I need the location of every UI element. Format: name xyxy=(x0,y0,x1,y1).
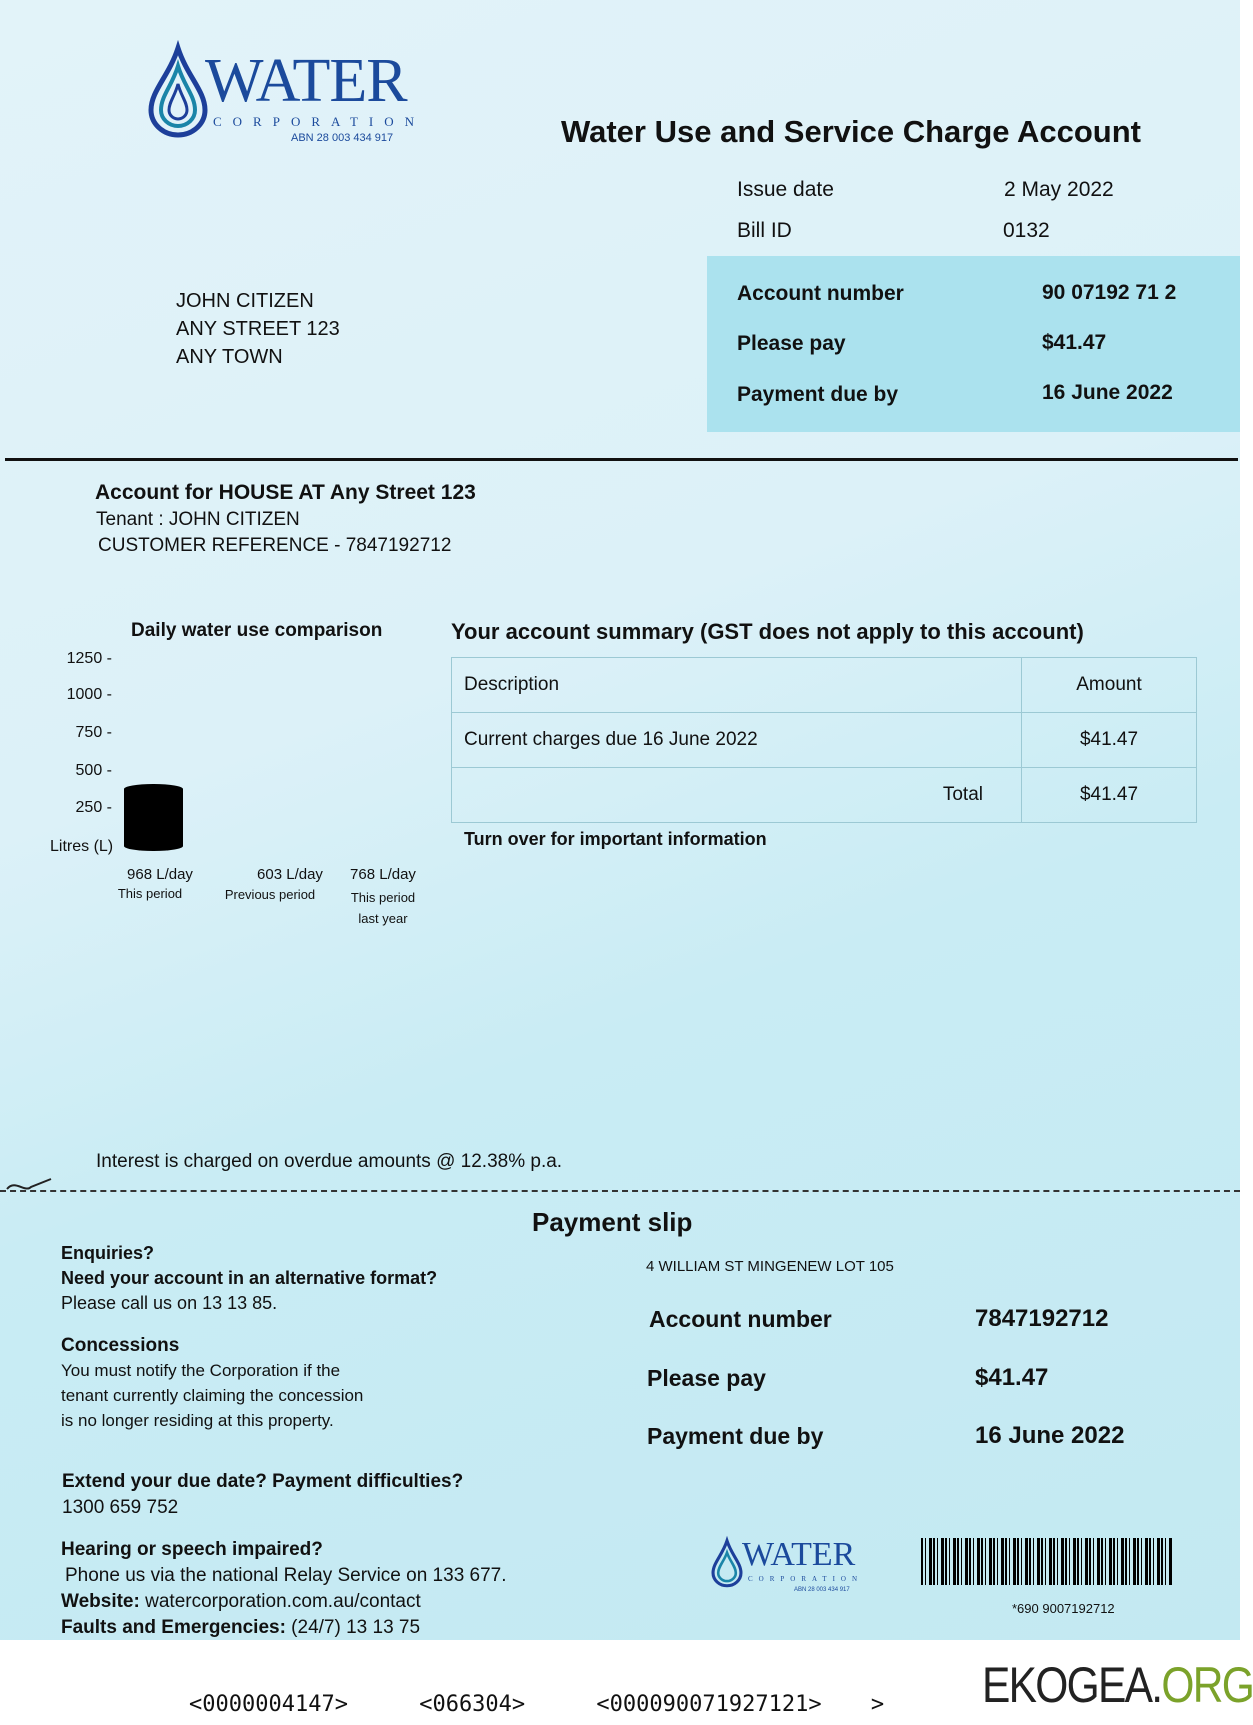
water-drop-icon xyxy=(712,1538,742,1588)
faults: Faults and Emergencies: (24/7) 13 13 75 xyxy=(61,1617,421,1638)
tenant: Tenant : JOHN CITIZEN xyxy=(96,509,300,530)
bar-category-label: This period last year xyxy=(350,890,416,926)
payment-due-label: Payment due by xyxy=(737,383,899,406)
please-pay-label: Please pay xyxy=(737,332,846,355)
payment-due-value: 16 June 2022 xyxy=(1042,381,1173,404)
account-for: Account for HOUSE AT Any Street 123 xyxy=(95,481,476,504)
issue-date-label: Issue date xyxy=(737,178,834,201)
payment-slip-title: Payment slip xyxy=(532,1207,693,1237)
bar-value-label: 603 L/day xyxy=(257,866,323,883)
slip-due-value: 16 June 2022 xyxy=(975,1422,1125,1449)
account-number-value: 90 07192 71 2 xyxy=(1042,281,1177,304)
slip-account-value: 7847192712 xyxy=(975,1305,1109,1332)
barcode xyxy=(921,1538,1173,1585)
bar-value-label: 768 L/day xyxy=(350,866,416,883)
website: Website: watercorporation.com.au/contact xyxy=(61,1591,421,1612)
mailing-address: JOHN CITIZEN ANY STREET 123 ANY TOWN xyxy=(176,290,340,368)
hearing-block: Hearing or speech impaired? Phone us via the national Relay Service on 133 677. Website: watercorporation.com.au/contact Faults and Emergencies: (24/7) 13 13 75 xyxy=(61,1537,507,1641)
table-header-row: Description Amount xyxy=(452,658,1197,713)
bar-value-label: 968 L/day xyxy=(127,866,193,883)
table-row: Current charges due 16 June 2022 $41.47 xyxy=(452,713,1197,768)
extend-block: Extend your due date? Payment difficulties? 1300 659 752 xyxy=(62,1471,464,1518)
y-tick: 750 - xyxy=(75,724,112,741)
slip-due-label: Payment due by xyxy=(647,1423,824,1449)
slip-logo: WATER CORPORATION ABN 28 003 434 917 xyxy=(712,1536,872,1598)
ocr-line: <0000004147> <066304> <000090071927121> > xyxy=(189,1692,885,1717)
slip-pay-label: Please pay xyxy=(647,1365,766,1391)
customer-reference: CUSTOMER REFERENCE - 7847192712 xyxy=(98,535,452,556)
account-summary-table xyxy=(451,657,1197,823)
account-summary-title: Your account summary (GST does not apply to this account) xyxy=(451,619,1084,644)
tear-line xyxy=(0,1190,1240,1192)
divider xyxy=(5,458,1238,461)
issue-date-value: 2 May 2022 xyxy=(1004,178,1114,201)
bar-category-label: Previous period xyxy=(224,887,316,902)
table-row: Total $41.47 xyxy=(452,768,1197,823)
concessions-block: Concessions You must notify the Corporation if the tenant currently claiming the concession is no longer residing at this property. xyxy=(61,1335,364,1430)
barcode-text: *690 9007192712 xyxy=(1012,1601,1115,1616)
y-axis-label: Litres (L) xyxy=(50,838,114,855)
y-tick: 250 - xyxy=(75,799,112,816)
slip-pay-value: $41.47 xyxy=(975,1364,1049,1391)
chart-title: Daily water use comparison xyxy=(131,620,383,641)
slip-account-label: Account number xyxy=(649,1306,832,1332)
bar-category-label: This period xyxy=(117,886,183,901)
interest-note: Interest is charged on overdue amounts @ 12.38% p.a. xyxy=(96,1151,563,1172)
y-tick: 1250 - xyxy=(66,650,112,667)
bill-id-value: 0132 xyxy=(1003,219,1050,242)
bar-this-period xyxy=(124,784,183,851)
water-corporation-logo: WATER CORPORATION ABN 28 003 434 917 xyxy=(149,46,419,151)
info-block: Enquiries? Need your account in an alternative format? Please call us on 13 13 85. xyxy=(61,1243,438,1313)
account-number-label: Account number xyxy=(737,282,904,305)
page-title: Water Use and Service Charge Account xyxy=(561,114,1141,149)
y-tick: 1000 - xyxy=(66,686,112,703)
scissors-icon xyxy=(5,1175,53,1195)
turn-over-note: Turn over for important information xyxy=(464,829,767,849)
slip-address: 4 WILLIAM ST MINGENEW LOT 105 xyxy=(646,1258,894,1275)
please-pay-value: $41.47 xyxy=(1042,331,1107,354)
water-drop-icon xyxy=(149,46,207,136)
watermark: EKOGEA.ORG xyxy=(982,1657,1253,1713)
bill-id-label: Bill ID xyxy=(737,219,792,242)
y-tick: 500 - xyxy=(75,762,112,779)
